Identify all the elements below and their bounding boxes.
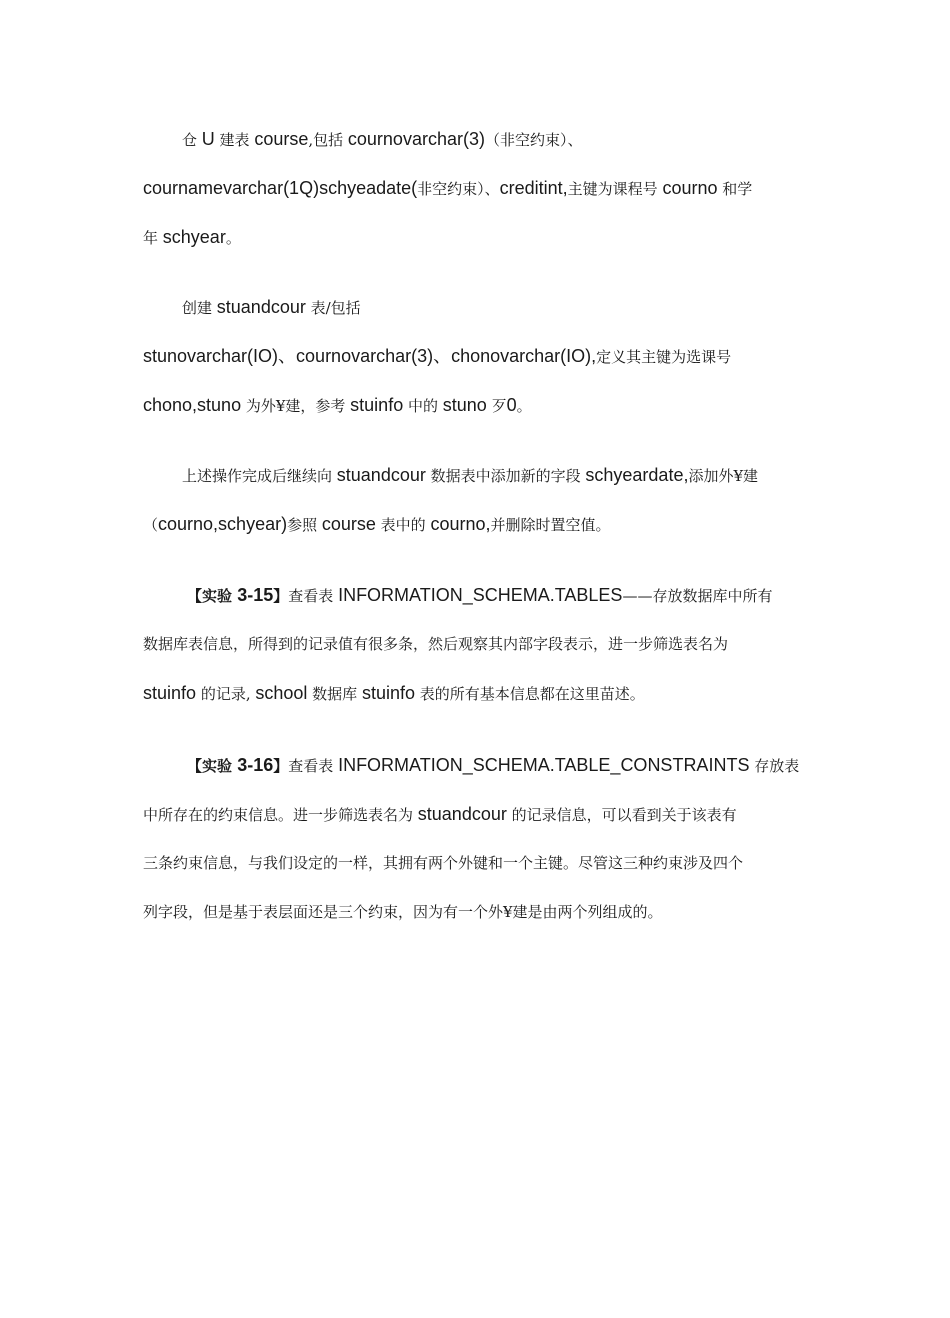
text-run: 表/包括 [305,299,361,317]
experiment-3-16-line-4 [143,901,663,923]
text-run: 的记录信息，可以看到关于该表有 [506,806,737,824]
text-run: stuno [442,395,487,415]
text-run: 数据库表信息，所得到的记录值有很多条，然后观察其内部字段表示，进一步筛选表名为 [143,635,729,653]
text-run: courno [662,178,718,198]
text-run: 定义其主键为选课号 [596,348,732,366]
experiment-3-15-line-1 [187,584,772,606]
paragraph-2-line-2 [143,345,731,367]
text-run: 。 [225,229,241,247]
paragraph-2-line-1 [182,296,361,318]
text-run: ,包括 [308,131,348,149]
text-run: 列字段，但是基于表层面还是三个约束，因为有一个外¥建是由两个列组成的。 [143,903,663,921]
text-run: 歹 [486,397,507,415]
paragraph-1-line-1 [182,128,582,150]
text-run: stuinfo [350,395,404,415]
experiment-label: 【实验 [187,587,238,605]
experiment-3-16-line-3 [143,852,743,874]
text-run: schyear [162,227,226,247]
text-run: （ [143,516,159,534]
text-run: 非空约束）、 [417,180,500,198]
text-run: course [254,129,309,149]
text-run: ——存放数据库中所有 [622,587,773,605]
text-run: 0 [506,395,517,415]
text-run: 主键为课程号 [567,180,663,198]
text-run: 数据表中添加新的字段 [425,467,586,485]
text-run: 查看表 [288,757,339,775]
text-run: 仓 [182,131,202,149]
text-run: 上述操作完成后继续向 [182,467,337,485]
text-run: cournamevarchar(1Q)schyeadate( [143,178,418,198]
text-run: （非空约束）、 [484,131,583,149]
text-run: 并删除时置空值。 [490,516,611,534]
experiment-number: 3-15 [237,585,274,605]
text-run: 数据库 [307,685,362,703]
text-run: 存放表 [749,757,800,775]
text-run: stuinfo [143,683,197,703]
text-run: stunovarchar(IO)、cournovarchar(3)、chonovarchar(IO), [143,346,597,366]
text-run: course [321,514,376,534]
experiment-label: 【实验 [187,757,238,775]
text-run: 表中的 [375,516,431,534]
text-run: 中的 [403,397,443,415]
text-run: 和学 [717,180,753,198]
text-run: 。 [516,397,532,415]
paragraph-3-line-1 [182,464,758,486]
experiment-3-16-line-1 [187,754,799,776]
text-run: stuandcour [417,804,507,824]
text-run: school [255,683,308,703]
text-run: 参照 [287,516,322,534]
paragraph-1-line-3 [143,226,241,248]
experiment-3-16-line-2 [143,803,737,825]
text-run: 表的所有基本信息都在这里苗述。 [414,685,645,703]
text-run: stuinfo [361,683,415,703]
text-run: INFORMATION_SCHEMA.TABLES [338,585,623,605]
text-run: 的记录, [196,685,256,703]
text-run: chono,stuno [143,395,242,415]
text-run: 为外¥建，参考 [241,397,351,415]
text-run: 建表 [214,131,255,149]
text-run: INFORMATION_SCHEMA.TABLE_CONSTRAINTS [338,755,750,775]
text-run: stuandcour [216,297,306,317]
experiment-number: 3-16 [237,755,274,775]
text-run: 创建 [182,299,217,317]
text-run: 中所存在的约束信息。进一步筛选表名为 [143,806,418,824]
paragraph-2-line-3 [143,394,532,416]
text-run: stuandcour [336,465,426,485]
text-run: courno, [430,514,491,534]
experiment-3-15-line-2 [143,633,728,655]
text-run: 查看表 [288,587,339,605]
text-run: 三条约束信息，与我们设定的一样，其拥有两个外键和一个主键。尽管这三种约束涉及四个 [143,854,744,872]
text-run: schyeardate, [585,465,689,485]
text-run: 添加外¥建 [688,467,758,485]
experiment-label-close: 】 [273,757,289,775]
text-run: courno,schyear) [158,514,288,534]
paragraph-3-line-2 [143,513,611,535]
paragraph-1-line-2 [143,177,752,199]
text-run: U [201,129,215,149]
experiment-label-close: 】 [273,587,289,605]
experiment-3-15-line-3 [143,682,645,704]
text-run: creditint, [499,178,568,198]
text-run: 年 [143,229,163,247]
text-run: cournovarchar(3) [347,129,485,149]
